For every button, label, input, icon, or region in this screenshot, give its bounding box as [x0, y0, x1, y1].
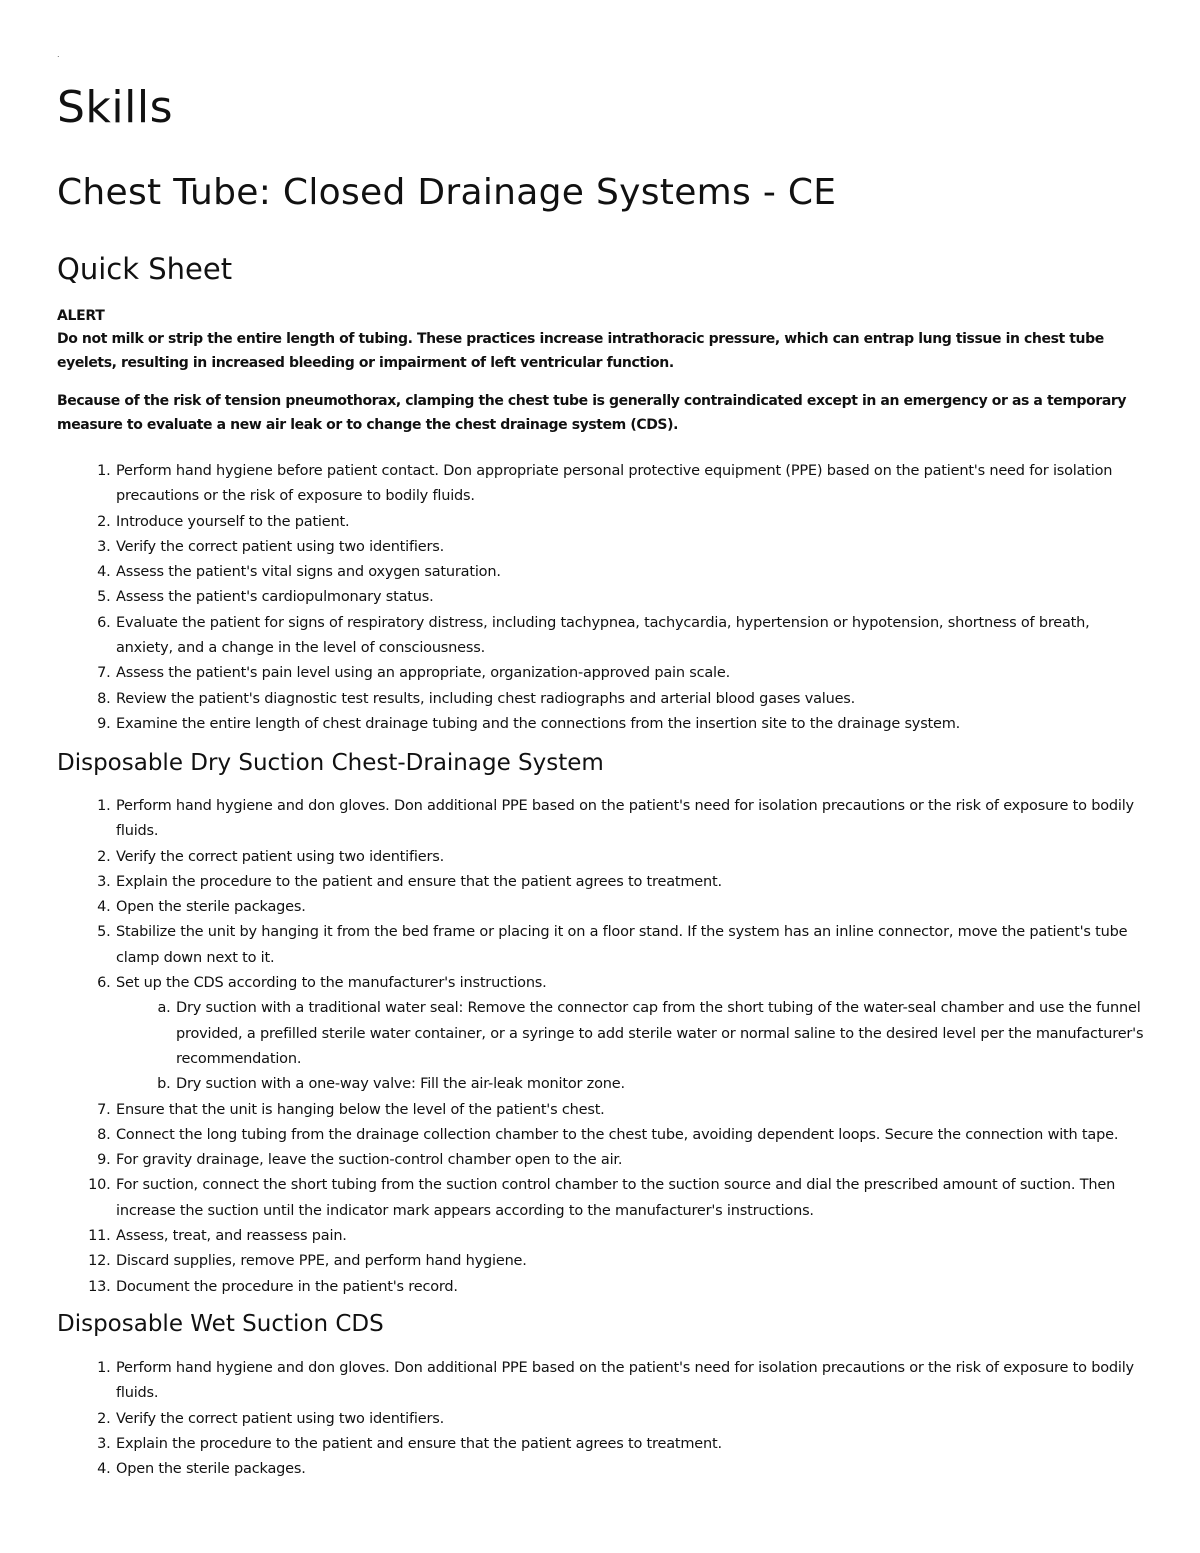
dry-suction-substeps-list [116, 996, 1147, 1097]
list-item: 4. Open the sterile packages. [115, 1457, 1147, 1482]
list-item: 3. Explain the procedure to the patient and ensure that the patient agrees to treatment. [115, 1432, 1147, 1457]
list-item: 1. Perform hand hygiene and don gloves. Don additional PPE based on the patient's need for isolation precautions or the risk of exposure to bodily fluids. [115, 794, 1147, 845]
list-item: 5. Assess the patient's cardiopulmonary status. [115, 585, 1147, 610]
list-item: 5. Stabilize the unit by hanging it from the bed frame or placing it on a floor stand. If the system has an inline connector, move the patient's tube clamp down next to it. [115, 920, 1147, 971]
list-item: 2. Introduce yourself to the patient. [115, 510, 1147, 535]
page-title: Skills [57, 82, 174, 133]
alert-paragraph-2: Because of the risk of tension pneumothorax, clamping the chest tube is generally contraindicated except in an emergency or as a temporary measure to evaluate a new air leak or to change the chest drainage system (CDS). [57, 393, 1127, 433]
list-item: 4. Assess the patient's vital signs and oxygen saturation. [115, 560, 1147, 585]
list-item: 3. Explain the procedure to the patient and ensure that the patient agrees to treatment. [115, 870, 1147, 895]
quick-sheet-heading: Quick Sheet [57, 252, 233, 286]
list-item: 3. Verify the correct patient using two identifiers. [115, 535, 1147, 560]
list-item: 11. Assess, treat, and reassess pain. [115, 1224, 1147, 1249]
list-item: 4. Open the sterile packages. [115, 895, 1147, 920]
alert-block [57, 305, 1147, 451]
wet-suction-section [57, 1356, 1147, 1482]
page-mark: . [57, 50, 60, 59]
quick-steps-list [57, 459, 1147, 737]
list-item [115, 971, 1147, 1097]
dry-suction-steps-list [57, 794, 1147, 1300]
list-item: 7. Ensure that the unit is hanging below the level of the patient's chest. [115, 1098, 1147, 1123]
alert-label: ALERT [57, 308, 105, 324]
list-item: 7. Assess the patient's pain level using an appropriate, organization-approved pain scale. [115, 661, 1147, 686]
quick-steps-section [57, 459, 1147, 737]
list-item: 13. Document the procedure in the patient's record. [115, 1275, 1147, 1300]
dry-suction-section [57, 794, 1147, 1300]
alert-paragraph-1: Do not milk or strip the entire length of tubing. These practices increase intrathoracic pressure, which can entrap lung tissue in chest tube eyelets, resulting in increased bleeding or impairment of left ventricular function. [57, 331, 1104, 371]
list-item: 1. Perform hand hygiene and don gloves. Don additional PPE based on the patient's need for isolation precautions or the risk of exposure to bodily fluids. [115, 1356, 1147, 1407]
wet-suction-heading: Disposable Wet Suction CDS [57, 1311, 384, 1337]
list-item-text: Set up the CDS according to the manufacturer's instructions. [116, 975, 547, 992]
list-item: 2. Verify the correct patient using two identifiers. [115, 845, 1147, 870]
sub-list-item: a. Dry suction with a traditional water seal: Remove the connector cap from the short tubing of the water-seal chamber and use the funnel provided, a prefilled sterile water container, or a syringe to add sterile water or normal saline to the desired level per the manufacturer's recommendation. [175, 996, 1147, 1072]
document-subtitle: Chest Tube: Closed Drainage Systems - CE [57, 172, 837, 213]
list-item: 10. For suction, connect the short tubing from the suction control chamber to the suction source and dial the prescribed amount of suction. Then increase the suction until the indicator mark appears according to the manufacturer's instructions. [115, 1173, 1147, 1224]
list-item: 9. Examine the entire length of chest drainage tubing and the connections from the insertion site to the drainage system. [115, 712, 1147, 737]
list-item: 8. Review the patient's diagnostic test results, including chest radiographs and arterial blood gases values. [115, 687, 1147, 712]
list-item: 8. Connect the long tubing from the drainage collection chamber to the chest tube, avoiding dependent loops. Secure the connection with tape. [115, 1123, 1147, 1148]
list-item: 2. Verify the correct patient using two identifiers. [115, 1407, 1147, 1432]
list-item: 1. Perform hand hygiene before patient contact. Don appropriate personal protective equipment (PPE) based on the patient's need for isolation precautions or the risk of exposure to bodily fluids. [115, 459, 1147, 510]
dry-suction-heading: Disposable Dry Suction Chest-Drainage System [57, 750, 604, 776]
list-item: 6. Evaluate the patient for signs of respiratory distress, including tachypnea, tachycardia, hypertension or hypotension, shortness of breath, anxiety, and a change in the level of consciousness. [115, 611, 1147, 662]
wet-suction-steps-list [57, 1356, 1147, 1482]
list-item: 9. For gravity drainage, leave the suction-control chamber open to the air. [115, 1148, 1147, 1173]
sub-list-item: b. Dry suction with a one-way valve: Fill the air-leak monitor zone. [175, 1072, 1147, 1097]
list-item: 12. Discard supplies, remove PPE, and perform hand hygiene. [115, 1249, 1147, 1274]
